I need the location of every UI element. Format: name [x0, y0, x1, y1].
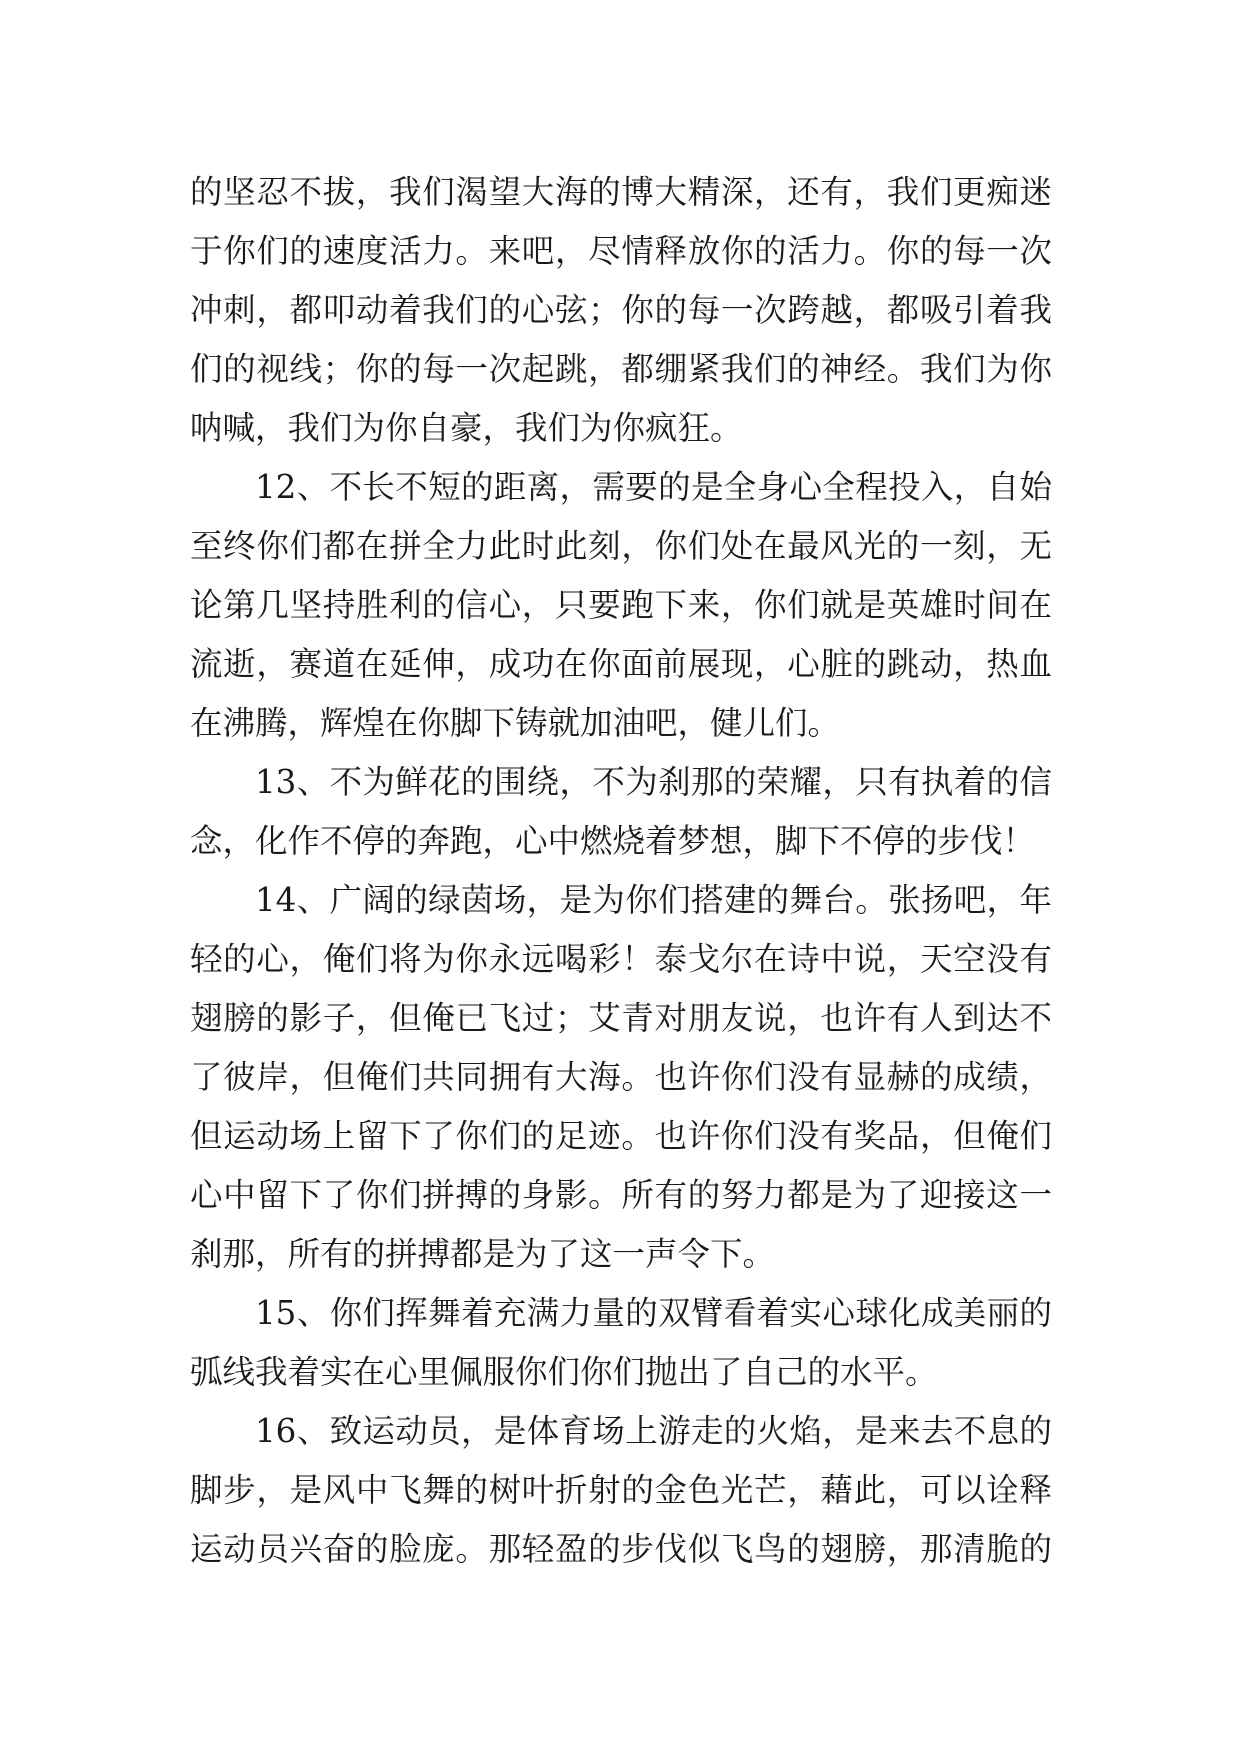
- text-line: 论第几坚持胜利的信心，只要跑下来，你们就是英雄时间在: [190, 586, 1052, 624]
- text-line: 脚步，是风中飞舞的树叶折射的金色光芒，藉此，可以诠释: [190, 1471, 1052, 1509]
- text-line: 运动员兴奋的脸庞。那轻盈的步伐似飞鸟的翅膀，那清脆的: [190, 1530, 1052, 1568]
- paragraph-14-start: 14、广阔的绿茵场，是为你们搭建的舞台。张扬吧，年: [255, 881, 1052, 919]
- text-line: 流逝，赛道在延伸，成功在你面前展现，心脏的跳动，热血: [190, 645, 1052, 683]
- body-text: [190, 163, 1052, 1579]
- text-line: 但运动场上留下了你们的足迹。也许你们没有奖品，但俺们: [190, 1117, 1052, 1155]
- paragraph-15-start: 15、你们挥舞着充满力量的双臂看着实心球化成美丽的: [255, 1294, 1052, 1332]
- paragraph-13-start: 13、不为鲜花的围绕，不为刹那的荣耀，只有执着的信: [255, 763, 1052, 801]
- paragraph-12-start: 12、不长不短的距离，需要的是全身心全程投入，自始: [255, 468, 1052, 506]
- text-line: 至终你们都在拼全力此时此刻，你们处在最风光的一刻，无: [190, 527, 1052, 565]
- text-line: 在沸腾，辉煌在你脚下铸就加油吧，健儿们。: [190, 704, 841, 742]
- paragraph-16-start: 16、致运动员，是体育场上游走的火焰，是来去不息的: [255, 1412, 1052, 1450]
- text-line: 的坚忍不拔，我们渴望大海的博大精深，还有，我们更痴迷: [190, 173, 1052, 211]
- text-line: 念，化作不停的奔跑，心中燃烧着梦想，脚下不停的步伐！: [190, 822, 1036, 860]
- text-line: 冲刺，都叩动着我们的心弦；你的每一次跨越，都吸引着我: [190, 291, 1052, 329]
- text-line: 于你们的速度活力。来吧，尽情释放你的活力。你的每一次: [190, 232, 1052, 270]
- text-line: 轻的心，俺们将为你永远喝彩！泰戈尔在诗中说，天空没有: [190, 940, 1052, 978]
- text-line: 了彼岸，但俺们共同拥有大海。也许你们没有显赫的成绩，: [190, 1058, 1052, 1096]
- text-line: 心中留下了你们拼搏的身影。所有的努力都是为了迎接这一: [190, 1176, 1052, 1214]
- text-line: 刹那，所有的拼搏都是为了这一声令下。: [190, 1235, 776, 1273]
- text-line: 呐喊，我们为你自豪，我们为你疯狂。: [190, 409, 743, 447]
- text-line: 弧线我着实在心里佩服你们你们抛出了自己的水平。: [190, 1353, 938, 1391]
- text-line: 们的视线；你的每一次起跳，都绷紧我们的神经。我们为你: [190, 350, 1052, 388]
- text-line: 翅膀的影子，但俺已飞过；艾青对朋友说，也许有人到达不: [190, 999, 1052, 1037]
